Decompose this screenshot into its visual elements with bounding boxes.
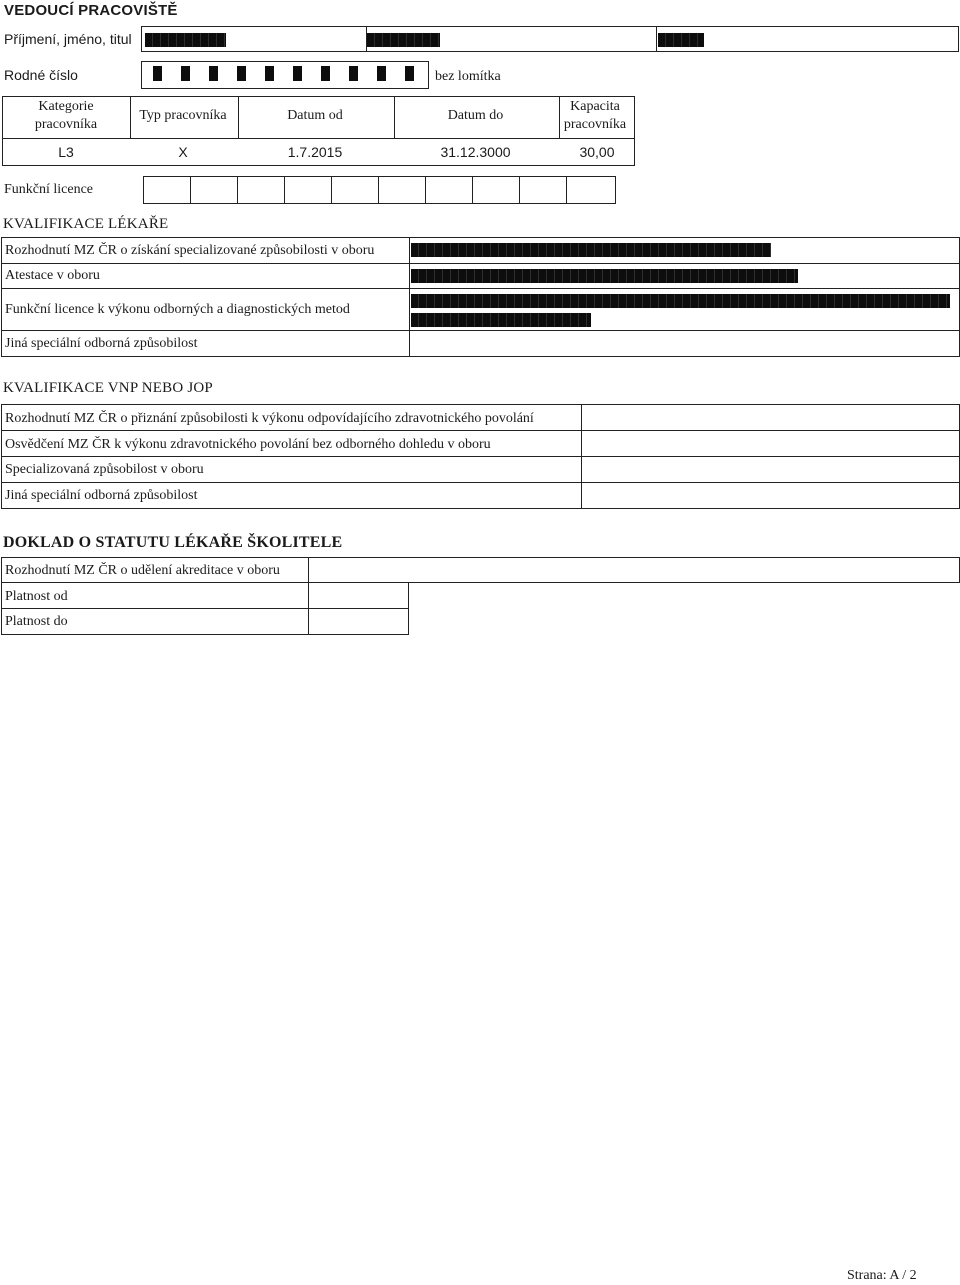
name-label: Příjmení, jméno, titul [4,31,132,47]
doklad-row-2: Platnost do [5,614,68,629]
section-title-doklad: DOKLAD O STATUTU LÉKAŘE ŠKOLITELE [3,534,343,551]
cell-date-to: 31.12.3000 [440,144,511,160]
redacted-specializace [411,243,771,257]
kvalifikace-lekare-row-2: Funkční licence k výkonu odborných a diagnostických metod [5,302,350,317]
redacted-firstname [367,33,440,47]
header-capacity: Kapacita pracovníka [563,99,627,132]
section-title-vedouci: VEDOUCÍ PRACOVIŠTĚ [4,2,178,19]
redacted-licence-line2 [411,313,591,327]
kvalifikace-vnp-row-1: Osvědčení MZ ČR k výkonu zdravotnického povolání bez odborného dohledu v oboru [5,437,491,452]
doklad-row-1: Platnost od [5,589,68,604]
header-date-to: Datum do [447,108,504,123]
redacted-licence-line1 [411,294,950,308]
redacted-atestace [411,269,798,283]
kvalifikace-lekare-row-3: Jiná speciální odborná způsobilost [5,336,198,351]
cell-capacity: 30,00 [579,144,615,160]
header-type: Typ pracovníka [139,108,227,123]
redacted-surname [145,33,226,47]
cell-category: L3 [58,144,74,160]
name-field[interactable] [141,26,959,52]
kvalifikace-vnp-row-2: Specializovaná způsobilost v oboru [5,462,204,477]
funkcni-licence-label: Funkční licence [4,182,94,197]
doklad-row-0: Rozhodnutí MZ ČR o udělení akreditace v oboru [5,563,280,578]
cell-date-from: 1.7.2015 [287,144,343,160]
redacted-title [658,33,704,47]
section-title-kvalifikace-lekare: KVALIFIKACE LÉKAŘE [3,216,169,232]
birth-number-label: Rodné číslo [4,67,78,83]
kvalifikace-lekare-row-0: Rozhodnutí MZ ČR o získání specializované způsobilosti v oboru [5,243,375,258]
header-category: Kategorie pracovníka [34,99,98,132]
birth-number-note: bez lomítka [435,69,501,84]
kvalifikace-lekare-row-1: Atestace v oboru [5,268,100,283]
cell-type: X [178,144,188,160]
section-title-kvalifikace-vnp: KVALIFIKACE VNP NEBO JOP [3,380,213,396]
page-number: Strana: A / 2 [847,1268,917,1283]
funkcni-licence-field[interactable] [143,176,616,204]
kvalifikace-vnp-row-3: Jiná speciální odborná způsobilost [5,488,198,503]
kvalifikace-vnp-row-0: Rozhodnutí MZ ČR o přiznání způsobilosti k výkonu odpovídajícího zdravotnického povolání [5,411,534,426]
header-date-from: Datum od [287,108,343,123]
